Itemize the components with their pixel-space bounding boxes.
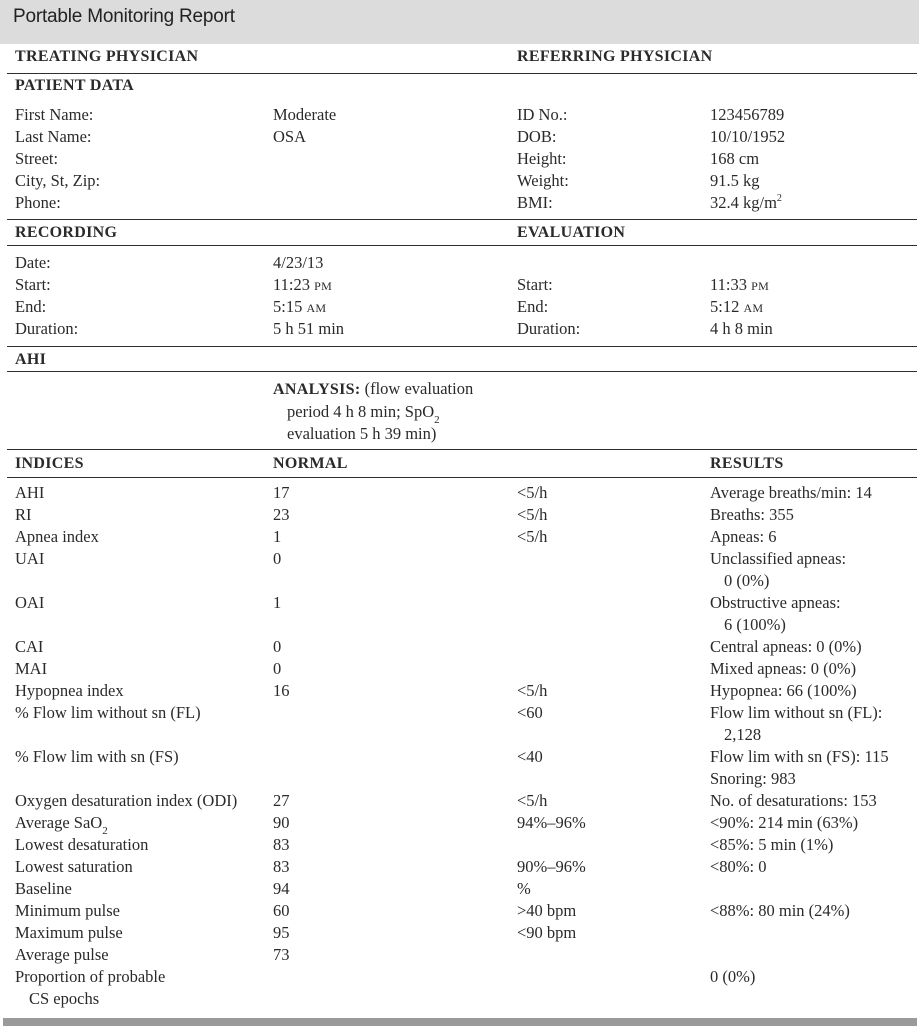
index-value: 17: [273, 483, 290, 502]
evaluation-header: EVALUATION: [517, 224, 626, 241]
indices-header: INDICES: [15, 455, 84, 472]
index-result: 0 (0%): [710, 967, 756, 986]
rec-duration-label: Duration:: [15, 319, 79, 338]
index-result: No. of desaturations: 153: [710, 791, 877, 810]
index-name: [15, 812, 108, 838]
index-value: 94: [273, 879, 290, 898]
index-value: 83: [273, 857, 290, 876]
index-normal: %: [517, 879, 531, 898]
divider: [7, 477, 917, 478]
index-name: OAI: [15, 593, 45, 612]
bmi-number: 32.4 kg/m: [710, 193, 777, 212]
rec-date-label: Date:: [15, 253, 51, 272]
first-name-label: First Name:: [15, 105, 94, 124]
index-result: Average breaths/min: 14: [710, 483, 872, 502]
report-title-bar: [0, 0, 919, 44]
index-result: Breaths: 355: [710, 505, 794, 524]
id-value: 123456789: [710, 105, 785, 124]
analysis-line-2-text: period 4 h 8 min; SpO: [287, 402, 435, 421]
index-value: 0: [273, 637, 282, 656]
index-result: Flow lim with sn (FS): 115: [710, 747, 889, 766]
index-result: Flow lim without sn (FL):: [710, 703, 883, 722]
index-name-sub: 2: [102, 825, 108, 838]
index-result-cont: 0 (0%): [724, 571, 770, 590]
eval-end-value: [710, 296, 763, 319]
dob-label: DOB:: [517, 127, 557, 146]
index-name-cont: CS epochs: [29, 989, 100, 1008]
index-result-cont: 2,128: [724, 725, 762, 744]
eval-start-label: Start:: [517, 275, 553, 294]
index-name: % Flow lim without sn (FL): [15, 703, 201, 722]
index-result: <85%: 5 min (1%): [710, 835, 834, 854]
index-value: 0: [273, 549, 282, 568]
index-result: Unclassified apneas:: [710, 549, 847, 568]
bmi-label: BMI:: [517, 193, 553, 212]
index-name: Oxygen desaturation index (ODI): [15, 791, 238, 810]
index-result: <88%: 80 min (24%): [710, 901, 850, 920]
index-normal: <60: [517, 703, 543, 722]
eval-end-ampm: AM: [743, 301, 764, 315]
index-name: CAI: [15, 637, 44, 656]
eval-end-time: 5:12: [710, 297, 744, 316]
index-name: RI: [15, 505, 32, 524]
index-value: 95: [273, 923, 290, 942]
index-normal: <5/h: [517, 527, 548, 546]
first-name-value: Moderate: [273, 105, 337, 124]
patient-data-header: PATIENT DATA: [15, 77, 135, 94]
index-normal: <5/h: [517, 483, 548, 502]
index-result-cont: 6 (100%): [724, 615, 786, 634]
index-value: 83: [273, 835, 290, 854]
bmi-value: [710, 192, 782, 214]
analysis-line-1: (flow evaluation: [360, 379, 474, 398]
index-normal: <5/h: [517, 791, 548, 810]
index-name: Baseline: [15, 879, 72, 898]
analysis-line-3: evaluation 5 h 39 min): [287, 424, 437, 443]
eval-start-value: [710, 274, 769, 297]
index-result: Mixed apneas: 0 (0%): [710, 659, 857, 678]
divider: [7, 371, 917, 372]
index-normal: <40: [517, 747, 543, 766]
index-value: 90: [273, 813, 290, 832]
index-result: <80%: 0: [710, 857, 767, 876]
index-name: Lowest desaturation: [15, 835, 149, 854]
ahi-header: AHI: [15, 351, 47, 368]
street-label: Street:: [15, 149, 59, 168]
index-normal: >40 bpm: [517, 901, 577, 920]
weight-label: Weight:: [517, 171, 569, 190]
eval-end-label: End:: [517, 297, 549, 316]
city-label: City, St, Zip:: [15, 171, 101, 190]
rec-date-value: 4/23/13: [273, 253, 324, 272]
rec-end-label: End:: [15, 297, 47, 316]
index-result: <90%: 214 min (63%): [710, 813, 859, 832]
rec-end-ampm: AM: [306, 301, 327, 315]
analysis-line-2: [273, 401, 473, 427]
index-name: Maximum pulse: [15, 923, 123, 942]
index-name: Lowest saturation: [15, 857, 133, 876]
divider: [7, 245, 917, 246]
rec-end-value: [273, 296, 326, 319]
index-name: Apnea index: [15, 527, 99, 546]
index-name: Proportion of probable: [15, 967, 166, 986]
index-value: 23: [273, 505, 290, 524]
index-result: Apneas: 6: [710, 527, 777, 546]
index-normal: <90 bpm: [517, 923, 577, 942]
last-name-value: OSA: [273, 127, 307, 146]
rec-start-value: [273, 274, 332, 297]
index-name: Minimum pulse: [15, 901, 120, 920]
index-name: Hypopnea index: [15, 681, 124, 700]
rec-start-ampm: PM: [314, 279, 333, 293]
rec-start-time: 11:23: [273, 275, 315, 294]
index-result: Snoring: 983: [710, 769, 796, 788]
rec-duration-value: 5 h 51 min: [273, 319, 345, 338]
index-name-text: Average SaO: [15, 813, 103, 832]
bmi-exponent: 2: [776, 192, 782, 204]
weight-value: 91.5 kg: [710, 171, 760, 190]
index-name: MAI: [15, 659, 48, 678]
divider: [7, 219, 917, 220]
recording-header: RECORDING: [15, 224, 118, 241]
index-normal: <5/h: [517, 505, 548, 524]
index-value: 1: [273, 527, 282, 546]
report-title: Portable Monitoring Report: [13, 6, 235, 27]
index-name: AHI: [15, 483, 45, 502]
index-result: Hypopnea: 66 (100%): [710, 681, 857, 700]
analysis-line-2-sub: 2: [434, 414, 440, 427]
eval-duration-value: 4 h 8 min: [710, 319, 773, 338]
divider: [7, 73, 917, 74]
index-value: 16: [273, 681, 290, 700]
height-label: Height:: [517, 149, 567, 168]
index-name: UAI: [15, 549, 45, 568]
analysis-note: [273, 378, 473, 445]
analysis-label: ANALYSIS:: [273, 381, 361, 398]
treating-physician-header: TREATING PHYSICIAN: [15, 48, 199, 65]
index-value: 1: [273, 593, 282, 612]
index-name: Average pulse: [15, 945, 109, 964]
eval-start-time: 11:33: [710, 275, 752, 294]
id-label: ID No.:: [517, 105, 568, 124]
rec-start-label: Start:: [15, 275, 51, 294]
index-result: Central apneas: 0 (0%): [710, 637, 862, 656]
referring-physician-header: REFERRING PHYSICIAN: [517, 48, 713, 65]
index-normal: 90%–96%: [517, 857, 586, 876]
eval-start-ampm: PM: [751, 279, 770, 293]
phone-label: Phone:: [15, 193, 61, 212]
index-name: % Flow lim with sn (FS): [15, 747, 179, 766]
divider: [7, 346, 917, 347]
eval-duration-label: Duration:: [517, 319, 581, 338]
index-normal: <5/h: [517, 681, 548, 700]
index-value: 27: [273, 791, 290, 810]
index-value: 73: [273, 945, 290, 964]
index-value: 0: [273, 659, 282, 678]
results-header: RESULTS: [710, 455, 784, 472]
last-name-label: Last Name:: [15, 127, 92, 146]
bottom-border: [3, 1018, 917, 1026]
dob-value: 10/10/1952: [710, 127, 786, 146]
divider: [7, 449, 917, 450]
normal-header: NORMAL: [273, 455, 348, 472]
index-normal: 94%–96%: [517, 813, 586, 832]
rec-end-time: 5:15: [273, 297, 307, 316]
index-value: 60: [273, 901, 290, 920]
height-value: 168 cm: [710, 149, 760, 168]
index-result: Obstructive apneas:: [710, 593, 841, 612]
